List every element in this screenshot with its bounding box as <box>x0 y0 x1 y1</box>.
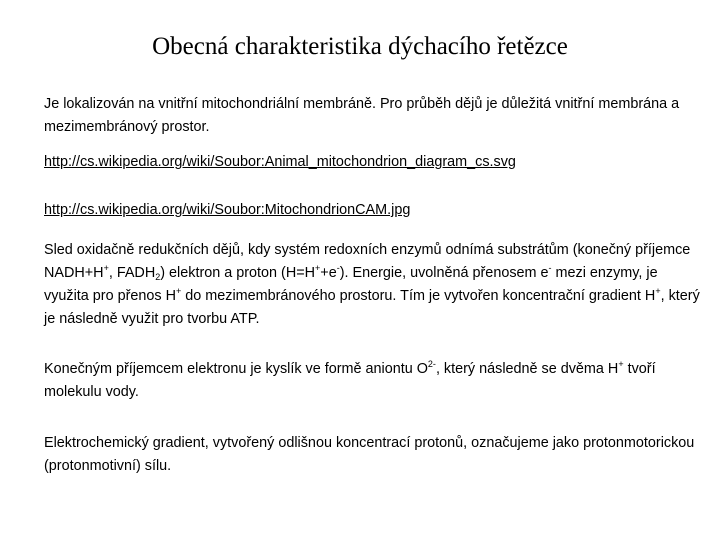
wikipedia-link-photo[interactable]: http://cs.wikipedia.org/wiki/Soubor:MitochondrionCAM.jpg <box>44 202 411 218</box>
kyslik-sup-1: 2- <box>427 359 436 369</box>
electrochemical-gradient-paragraph: Elektrochemický gradient, vytvořený odlišnou koncentrací protonů, označujeme jako protonmotorickou (protonmotivní) sílu. <box>44 435 695 474</box>
sled-text-4: +e <box>320 265 337 281</box>
kyslik-sup-2: + <box>618 359 624 369</box>
intro-paragraph: Je lokalizován na vnitřní mitochondriální membráně. Pro průběh dějů je důležitá vnitřní membrána a mezimembránový prostor. <box>44 96 680 135</box>
sled-sup-4: - <box>548 263 552 273</box>
slide-title: Obecná charakteristika dýchacího řetězce <box>152 33 568 60</box>
sled-text-2: , FADH <box>108 265 156 281</box>
sled-sup-2: + <box>315 263 321 273</box>
kyslik-text-1: Konečným příjemcem elektronu je kyslík ve formě aniontu O <box>44 361 428 377</box>
kyslik-text-2: , který následně se dvěma H <box>435 361 619 377</box>
sled-text-1: Sled oxidačně redukčních dějů, kdy systém redoxních enzymů odnímá substrátům (konečný příjemce NADH+H <box>44 242 691 281</box>
sled-text-8: , který je následně využit pro tvorbu ATP. <box>44 288 700 327</box>
wikipedia-link-diagram[interactable]: http://cs.wikipedia.org/wiki/Soubor:Animal_mitochondrion_diagram_cs.svg <box>44 154 516 170</box>
sled-text-3: ) elektron a proton (H=H <box>160 265 316 281</box>
link-paragraph-2 <box>44 199 704 222</box>
link-paragraph-1 <box>44 151 704 174</box>
sled-sup-6: + <box>655 286 661 296</box>
sled-text-7: do mezimembránového prostoru. Tím je vytvořen koncentrační gradient H <box>181 288 656 304</box>
sled-text-5: ). Energie, uvolněná přenosem e <box>339 265 549 281</box>
sled-sup-3: - <box>336 263 340 273</box>
sled-text-6: mezi enzymy, je využita pro přenos H <box>44 265 658 304</box>
redox-sequence-paragraph <box>44 239 704 331</box>
oxygen-acceptor-paragraph <box>44 358 704 404</box>
sled-sup-1: + <box>103 263 109 273</box>
sled-sub-1: 2 <box>155 272 161 282</box>
kyslik-text-3: tvoří molekulu vody. <box>44 361 656 400</box>
sled-sup-5: + <box>175 286 182 296</box>
